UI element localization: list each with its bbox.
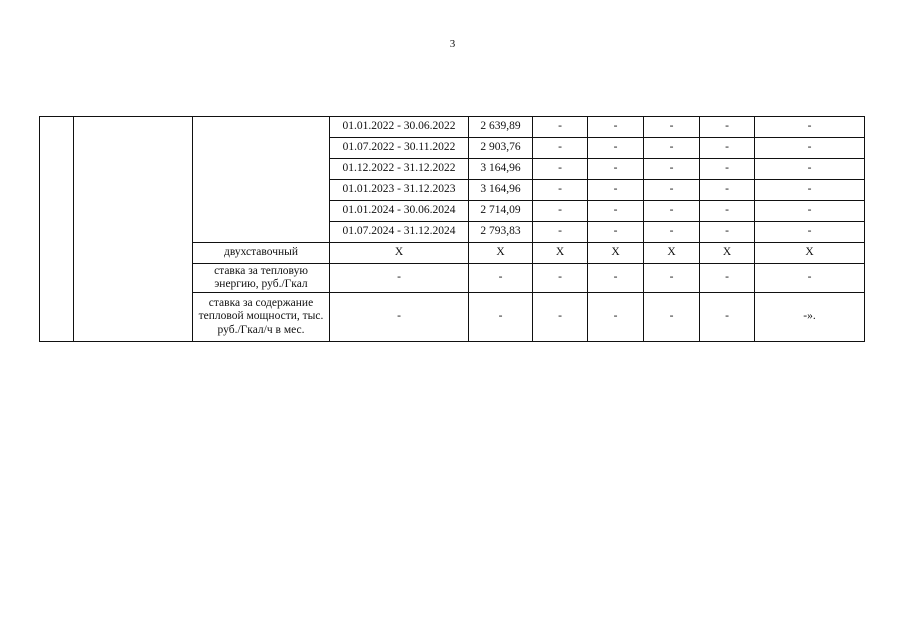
data-cell: -». [755,293,865,342]
data-cell: - [533,138,588,159]
data-cell: X [469,243,533,264]
data-cell: - [700,117,755,138]
row-label: ставка за содержание тепловой мощности, тыс. руб./Гкал/ч в мес. [193,293,330,342]
data-cell: - [588,201,644,222]
data-cell: X [644,243,700,264]
data-cell: - [755,180,865,201]
data-cell: - [533,264,588,293]
data-cell: X [330,243,469,264]
data-cell: - [588,117,644,138]
data-cell: - [533,117,588,138]
page-number: 3 [449,38,456,50]
blank-cell-3 [193,117,330,243]
data-cell: - [588,264,644,293]
data-cell: - [469,264,533,293]
period-cell: 01.01.2024 - 30.06.2024 [330,201,469,222]
period-cell: 01.01.2023 - 31.12.2023 [330,180,469,201]
data-cell: - [700,293,755,342]
table-row [40,117,865,138]
data-cell: X [755,243,865,264]
blank-cell-2 [74,117,193,342]
data-cell: - [588,159,644,180]
blank-cell-1 [40,117,74,342]
data-cell: X [533,243,588,264]
data-cell: - [644,180,700,201]
data-cell: - [533,159,588,180]
value-cell: 3 164,96 [469,159,533,180]
period-cell: 01.07.2022 - 30.11.2022 [330,138,469,159]
row-label: двухставочный [193,243,330,264]
data-cell: - [469,293,533,342]
data-cell: - [755,159,865,180]
data-cell: - [700,264,755,293]
data-cell: - [533,222,588,243]
data-cell: X [588,243,644,264]
value-cell: 3 164,96 [469,180,533,201]
data-cell: - [700,222,755,243]
data-cell: - [700,180,755,201]
data-cell: - [588,222,644,243]
data-cell: - [588,180,644,201]
data-cell: - [644,222,700,243]
data-cell: - [755,117,865,138]
data-cell: - [755,264,865,293]
data-cell: - [700,138,755,159]
row-label: ставка за тепловую энергию, руб./Гкал [193,264,330,293]
data-cell: - [588,293,644,342]
value-cell: 2 903,76 [469,138,533,159]
data-cell: - [330,264,469,293]
data-cell: - [755,201,865,222]
period-cell: 01.12.2022 - 31.12.2022 [330,159,469,180]
data-cell: - [644,138,700,159]
data-cell: - [700,159,755,180]
data-cell: - [330,293,469,342]
data-cell: - [755,138,865,159]
period-cell: 01.01.2022 - 30.06.2022 [330,117,469,138]
value-cell: 2 714,09 [469,201,533,222]
data-cell: - [700,201,755,222]
period-cell: 01.07.2024 - 31.12.2024 [330,222,469,243]
data-cell: - [755,222,865,243]
data-cell: - [644,159,700,180]
tariff-table [39,116,865,342]
data-cell: - [644,293,700,342]
data-cell: X [700,243,755,264]
data-cell: - [644,201,700,222]
data-cell: - [533,201,588,222]
data-cell: - [644,117,700,138]
data-cell: - [644,264,700,293]
data-cell: - [533,293,588,342]
data-cell: - [533,180,588,201]
value-cell: 2 639,89 [469,117,533,138]
value-cell: 2 793,83 [469,222,533,243]
data-cell: - [588,138,644,159]
